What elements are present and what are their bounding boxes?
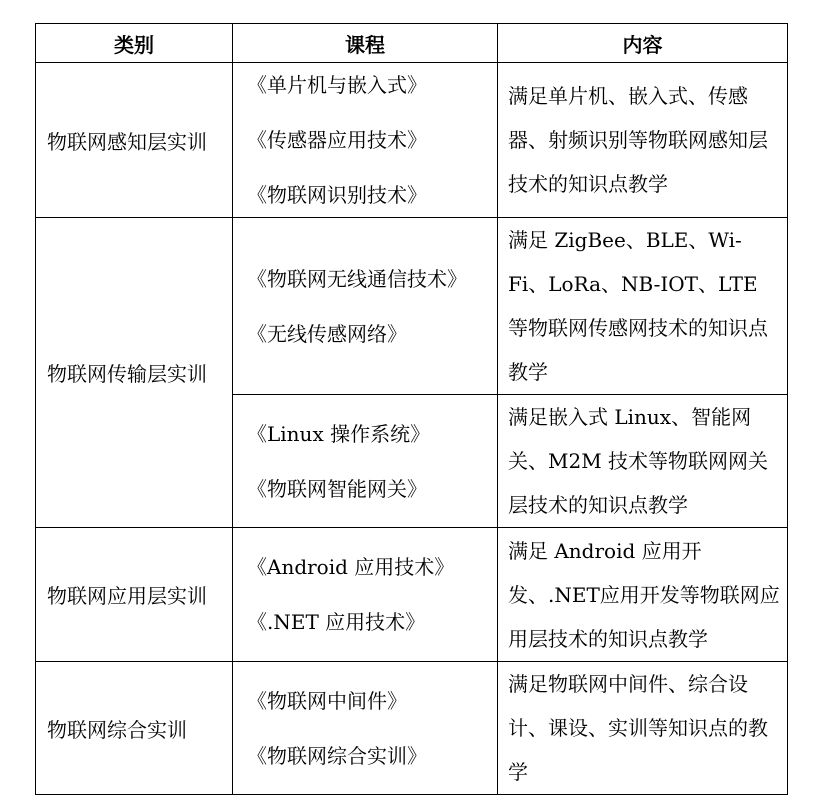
course-cell: [233, 218, 498, 395]
course-name: 《.NET 应用技术》: [247, 610, 426, 634]
course-name: 《物联网识别技术》: [247, 183, 427, 207]
content-cell: 满足 ZigBee、BLE、Wi-Fi、LoRa、NB-IOT、LTE 等物联网传感网技术的知识点教学: [498, 218, 788, 395]
table-row: [36, 218, 788, 395]
header-content: 内容: [498, 24, 788, 63]
course-cell: [233, 395, 498, 528]
table-row: [36, 528, 788, 662]
category-cell: 物联网应用层实训: [36, 528, 233, 662]
content-cell: 满足 Android 应用开发、.NET应用开发等物联网应用层技术的知识点教学: [498, 528, 788, 662]
course-cell: [233, 63, 498, 218]
header-row: [36, 24, 788, 63]
category-cell: 物联网综合实训: [36, 662, 233, 795]
course-name: 《单片机与嵌入式》: [247, 73, 427, 97]
course-table: [35, 23, 788, 795]
course-name: 《物联网无线通信技术》: [247, 266, 467, 291]
course-name: 《传感器应用技术》: [247, 128, 427, 152]
course-name: 《物联网智能网关》: [247, 476, 427, 501]
content-cell: 满足嵌入式 Linux、智能网关、M2M 技术等物联网网关层技术的知识点教学: [498, 395, 788, 528]
course-name: 《Linux 操作系统》: [247, 421, 431, 446]
content-cell: 满足物联网中间件、综合设计、课设、实训等知识点的教学: [498, 662, 788, 795]
table-row: [36, 662, 788, 795]
course-name: 《无线传感网络》: [247, 321, 407, 346]
course-name: 《物联网综合实训》: [247, 743, 427, 768]
course-cell: [233, 662, 498, 795]
table-row: [36, 63, 788, 218]
header-category: 类别: [36, 24, 233, 63]
course-name: 《Android 应用技术》: [247, 555, 455, 579]
category-cell: 物联网传输层实训: [36, 218, 233, 528]
category-cell: 物联网感知层实训: [36, 63, 233, 218]
course-cell: [233, 528, 498, 662]
course-name: 《物联网中间件》: [247, 688, 407, 713]
header-course: 课程: [233, 24, 498, 63]
content-cell: 满足单片机、嵌入式、传感器、射频识别等物联网感知层技术的知识点教学: [498, 63, 788, 218]
